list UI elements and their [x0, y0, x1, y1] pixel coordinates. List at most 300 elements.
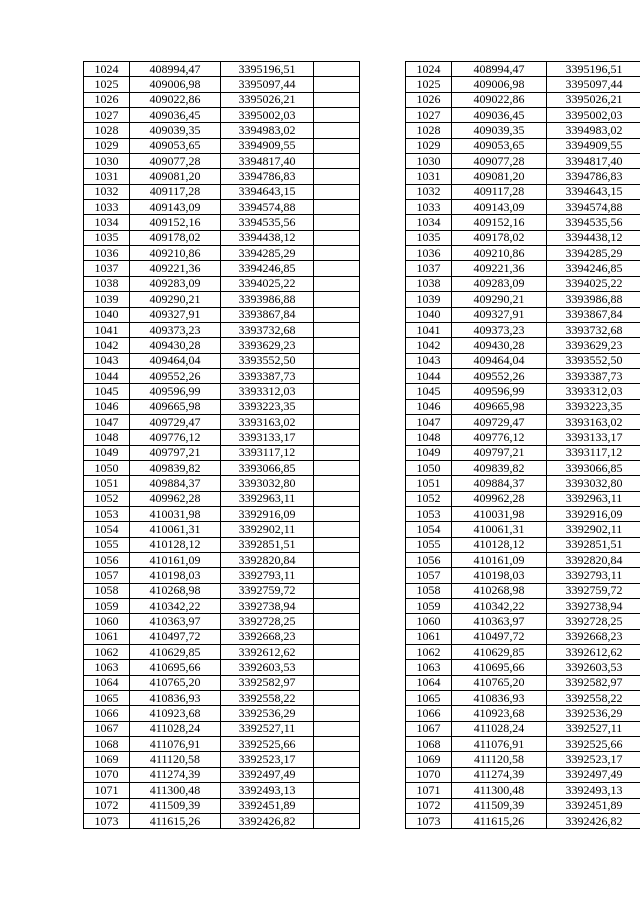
- gap-cell: [360, 246, 406, 261]
- empty-cell: [314, 737, 360, 752]
- left-point-number-cell: 1037: [84, 261, 130, 276]
- empty-cell: [314, 184, 360, 199]
- left-point-number-cell: 1066: [84, 706, 130, 721]
- right-point-number-cell: 1062: [406, 645, 452, 660]
- left-point-number-cell: 1043: [84, 353, 130, 368]
- empty-cell: [314, 399, 360, 414]
- empty-cell: [314, 77, 360, 92]
- empty-cell: [314, 599, 360, 614]
- right-x-coordinate-cell: 410342,22: [452, 599, 547, 614]
- left-x-coordinate-cell: 411274,39: [130, 767, 221, 782]
- right-point-number-cell: 1029: [406, 138, 452, 153]
- left-point-number-cell: 1069: [84, 752, 130, 767]
- right-x-coordinate-cell: 409884,37: [452, 476, 547, 491]
- right-x-coordinate-cell: 409178,02: [452, 230, 547, 245]
- empty-cell: [314, 154, 360, 169]
- left-point-number-cell: 1025: [84, 77, 130, 92]
- right-y-coordinate-cell: 3393552,50: [547, 353, 640, 368]
- right-y-coordinate-cell: 3392902,11: [547, 522, 640, 537]
- gap-cell: [360, 353, 406, 368]
- left-point-number-cell: 1062: [84, 645, 130, 660]
- left-y-coordinate-cell: 3392759,72: [221, 583, 314, 598]
- empty-cell: [314, 445, 360, 460]
- coordinates-table-body: [84, 62, 640, 829]
- right-point-number-cell: 1067: [406, 721, 452, 736]
- right-x-coordinate-cell: 409797,21: [452, 445, 547, 460]
- left-y-coordinate-cell: 3393133,17: [221, 430, 314, 445]
- left-point-number-cell: 1030: [84, 154, 130, 169]
- left-point-number-cell: 1068: [84, 737, 130, 752]
- right-point-number-cell: 1073: [406, 813, 452, 828]
- left-x-coordinate-cell: 411300,48: [130, 783, 221, 798]
- right-x-coordinate-cell: 411274,39: [452, 767, 547, 782]
- table-row: [84, 614, 640, 629]
- right-x-coordinate-cell: 411028,24: [452, 721, 547, 736]
- table-row: [84, 813, 640, 828]
- right-x-coordinate-cell: 409077,28: [452, 154, 547, 169]
- left-y-coordinate-cell: 3392851,51: [221, 537, 314, 552]
- right-y-coordinate-cell: 3394246,85: [547, 261, 640, 276]
- table-row: [84, 752, 640, 767]
- right-y-coordinate-cell: 3394438,12: [547, 230, 640, 245]
- left-x-coordinate-cell: 410695,66: [130, 660, 221, 675]
- left-x-coordinate-cell: 410629,85: [130, 645, 221, 660]
- right-point-number-cell: 1057: [406, 568, 452, 583]
- left-x-coordinate-cell: 409143,09: [130, 200, 221, 215]
- empty-cell: [314, 246, 360, 261]
- table-row: [84, 169, 640, 184]
- empty-cell: [314, 230, 360, 245]
- gap-cell: [360, 491, 406, 506]
- right-y-coordinate-cell: 3392497,49: [547, 767, 640, 782]
- left-x-coordinate-cell: 409776,12: [130, 430, 221, 445]
- left-point-number-cell: 1056: [84, 553, 130, 568]
- left-y-coordinate-cell: 3394909,55: [221, 138, 314, 153]
- empty-cell: [314, 721, 360, 736]
- right-y-coordinate-cell: 3392523,17: [547, 752, 640, 767]
- left-x-coordinate-cell: 409596,99: [130, 384, 221, 399]
- right-point-number-cell: 1059: [406, 599, 452, 614]
- right-y-coordinate-cell: 3392759,72: [547, 583, 640, 598]
- table-row: [84, 491, 640, 506]
- left-y-coordinate-cell: 3392426,82: [221, 813, 314, 828]
- left-x-coordinate-cell: 409665,98: [130, 399, 221, 414]
- gap-cell: [360, 553, 406, 568]
- left-point-number-cell: 1064: [84, 675, 130, 690]
- gap-cell: [360, 62, 406, 77]
- right-x-coordinate-cell: 408994,47: [452, 62, 547, 77]
- table-row: [84, 460, 640, 475]
- right-y-coordinate-cell: 3395097,44: [547, 77, 640, 92]
- left-x-coordinate-cell: 409036,45: [130, 108, 221, 123]
- left-point-number-cell: 1058: [84, 583, 130, 598]
- left-y-coordinate-cell: 3392793,11: [221, 568, 314, 583]
- left-x-coordinate-cell: 410342,22: [130, 599, 221, 614]
- table-row: [84, 522, 640, 537]
- right-x-coordinate-cell: 410031,98: [452, 506, 547, 521]
- right-x-coordinate-cell: 411300,48: [452, 783, 547, 798]
- left-point-number-cell: 1031: [84, 169, 130, 184]
- empty-cell: [314, 460, 360, 475]
- right-x-coordinate-cell: 410128,12: [452, 537, 547, 552]
- left-y-coordinate-cell: 3393312,03: [221, 384, 314, 399]
- empty-cell: [314, 629, 360, 644]
- right-y-coordinate-cell: 3392728,25: [547, 614, 640, 629]
- left-point-number-cell: 1034: [84, 215, 130, 230]
- right-point-number-cell: 1066: [406, 706, 452, 721]
- right-x-coordinate-cell: 411615,26: [452, 813, 547, 828]
- right-point-number-cell: 1069: [406, 752, 452, 767]
- right-x-coordinate-cell: 410629,85: [452, 645, 547, 660]
- left-x-coordinate-cell: 410128,12: [130, 537, 221, 552]
- empty-cell: [314, 138, 360, 153]
- gap-cell: [360, 200, 406, 215]
- right-x-coordinate-cell: 409430,28: [452, 338, 547, 353]
- gap-cell: [360, 215, 406, 230]
- empty-cell: [314, 752, 360, 767]
- left-x-coordinate-cell: 409039,35: [130, 123, 221, 138]
- left-y-coordinate-cell: 3393732,68: [221, 322, 314, 337]
- left-y-coordinate-cell: 3393163,02: [221, 414, 314, 429]
- table-row: [84, 215, 640, 230]
- right-y-coordinate-cell: 3394535,56: [547, 215, 640, 230]
- table-row: [84, 62, 640, 77]
- right-point-number-cell: 1037: [406, 261, 452, 276]
- left-point-number-cell: 1072: [84, 798, 130, 813]
- right-y-coordinate-cell: 3393032,80: [547, 476, 640, 491]
- right-y-coordinate-cell: 3392451,89: [547, 798, 640, 813]
- left-point-number-cell: 1035: [84, 230, 130, 245]
- gap-cell: [360, 506, 406, 521]
- table-row: [84, 783, 640, 798]
- gap-cell: [360, 691, 406, 706]
- right-point-number-cell: 1063: [406, 660, 452, 675]
- right-x-coordinate-cell: 411509,39: [452, 798, 547, 813]
- right-y-coordinate-cell: 3392426,82: [547, 813, 640, 828]
- right-x-coordinate-cell: 410161,09: [452, 553, 547, 568]
- right-point-number-cell: 1058: [406, 583, 452, 598]
- right-point-number-cell: 1068: [406, 737, 452, 752]
- left-y-coordinate-cell: 3393223,35: [221, 399, 314, 414]
- right-point-number-cell: 1064: [406, 675, 452, 690]
- right-point-number-cell: 1033: [406, 200, 452, 215]
- table-row: [84, 184, 640, 199]
- left-point-number-cell: 1053: [84, 506, 130, 521]
- table-row: [84, 292, 640, 307]
- right-point-number-cell: 1051: [406, 476, 452, 491]
- right-y-coordinate-cell: 3392916,09: [547, 506, 640, 521]
- left-y-coordinate-cell: 3395097,44: [221, 77, 314, 92]
- right-point-number-cell: 1036: [406, 246, 452, 261]
- right-y-coordinate-cell: 3392612,62: [547, 645, 640, 660]
- left-y-coordinate-cell: 3393552,50: [221, 353, 314, 368]
- left-point-number-cell: 1027: [84, 108, 130, 123]
- left-y-coordinate-cell: 3394438,12: [221, 230, 314, 245]
- gap-cell: [360, 752, 406, 767]
- right-y-coordinate-cell: 3394786,83: [547, 169, 640, 184]
- left-x-coordinate-cell: 410031,98: [130, 506, 221, 521]
- gap-cell: [360, 77, 406, 92]
- left-x-coordinate-cell: 410061,31: [130, 522, 221, 537]
- right-x-coordinate-cell: 409729,47: [452, 414, 547, 429]
- left-y-coordinate-cell: 3392820,84: [221, 553, 314, 568]
- left-y-coordinate-cell: 3394285,29: [221, 246, 314, 261]
- gap-cell: [360, 261, 406, 276]
- left-y-coordinate-cell: 3394574,88: [221, 200, 314, 215]
- left-x-coordinate-cell: 409290,21: [130, 292, 221, 307]
- left-y-coordinate-cell: 3392612,62: [221, 645, 314, 660]
- table-row: [84, 138, 640, 153]
- left-x-coordinate-cell: 411076,91: [130, 737, 221, 752]
- left-point-number-cell: 1049: [84, 445, 130, 460]
- left-y-coordinate-cell: 3392451,89: [221, 798, 314, 813]
- left-x-coordinate-cell: 409053,65: [130, 138, 221, 153]
- left-point-number-cell: 1045: [84, 384, 130, 399]
- empty-cell: [314, 614, 360, 629]
- table-row: [84, 276, 640, 291]
- gap-cell: [360, 614, 406, 629]
- right-x-coordinate-cell: 410061,31: [452, 522, 547, 537]
- gap-cell: [360, 599, 406, 614]
- right-x-coordinate-cell: 410836,93: [452, 691, 547, 706]
- gap-cell: [360, 645, 406, 660]
- left-x-coordinate-cell: 410836,93: [130, 691, 221, 706]
- left-x-coordinate-cell: 410765,20: [130, 675, 221, 690]
- left-point-number-cell: 1028: [84, 123, 130, 138]
- right-y-coordinate-cell: 3393133,17: [547, 430, 640, 445]
- right-y-coordinate-cell: 3395026,21: [547, 92, 640, 107]
- left-point-number-cell: 1042: [84, 338, 130, 353]
- right-x-coordinate-cell: 409143,09: [452, 200, 547, 215]
- left-x-coordinate-cell: 411615,26: [130, 813, 221, 828]
- right-x-coordinate-cell: 409290,21: [452, 292, 547, 307]
- empty-cell: [314, 660, 360, 675]
- left-point-number-cell: 1061: [84, 629, 130, 644]
- left-point-number-cell: 1059: [84, 599, 130, 614]
- left-y-coordinate-cell: 3394535,56: [221, 215, 314, 230]
- right-x-coordinate-cell: 409152,16: [452, 215, 547, 230]
- gap-cell: [360, 537, 406, 552]
- left-point-number-cell: 1070: [84, 767, 130, 782]
- table-row: [84, 399, 640, 414]
- empty-cell: [314, 292, 360, 307]
- empty-cell: [314, 813, 360, 828]
- left-point-number-cell: 1073: [84, 813, 130, 828]
- left-x-coordinate-cell: 409729,47: [130, 414, 221, 429]
- left-x-coordinate-cell: 409373,23: [130, 322, 221, 337]
- left-y-coordinate-cell: 3394643,15: [221, 184, 314, 199]
- left-point-number-cell: 1051: [84, 476, 130, 491]
- left-y-coordinate-cell: 3392558,22: [221, 691, 314, 706]
- right-point-number-cell: 1039: [406, 292, 452, 307]
- gap-cell: [360, 368, 406, 383]
- left-y-coordinate-cell: 3392728,25: [221, 614, 314, 629]
- right-point-number-cell: 1045: [406, 384, 452, 399]
- left-x-coordinate-cell: 410198,03: [130, 568, 221, 583]
- right-point-number-cell: 1028: [406, 123, 452, 138]
- left-point-number-cell: 1054: [84, 522, 130, 537]
- right-x-coordinate-cell: 409327,91: [452, 307, 547, 322]
- gap-cell: [360, 384, 406, 399]
- left-point-number-cell: 1065: [84, 691, 130, 706]
- right-y-coordinate-cell: 3392525,66: [547, 737, 640, 752]
- right-y-coordinate-cell: 3394643,15: [547, 184, 640, 199]
- empty-cell: [314, 553, 360, 568]
- table-row: [84, 353, 640, 368]
- right-point-number-cell: 1065: [406, 691, 452, 706]
- right-y-coordinate-cell: 3393986,88: [547, 292, 640, 307]
- gap-cell: [360, 138, 406, 153]
- gap-cell: [360, 184, 406, 199]
- empty-cell: [314, 62, 360, 77]
- right-y-coordinate-cell: 3394574,88: [547, 200, 640, 215]
- left-point-number-cell: 1029: [84, 138, 130, 153]
- right-x-coordinate-cell: 409022,86: [452, 92, 547, 107]
- left-x-coordinate-cell: 411028,24: [130, 721, 221, 736]
- right-y-coordinate-cell: 3392668,23: [547, 629, 640, 644]
- right-y-coordinate-cell: 3392527,11: [547, 721, 640, 736]
- gap-cell: [360, 583, 406, 598]
- right-point-number-cell: 1070: [406, 767, 452, 782]
- left-y-coordinate-cell: 3392497,49: [221, 767, 314, 782]
- right-y-coordinate-cell: 3392536,29: [547, 706, 640, 721]
- right-point-number-cell: 1047: [406, 414, 452, 429]
- left-x-coordinate-cell: 410497,72: [130, 629, 221, 644]
- table-row: [84, 77, 640, 92]
- right-y-coordinate-cell: 3393223,35: [547, 399, 640, 414]
- right-x-coordinate-cell: 409552,26: [452, 368, 547, 383]
- table-row: [84, 414, 640, 429]
- right-point-number-cell: 1044: [406, 368, 452, 383]
- empty-cell: [314, 645, 360, 660]
- left-point-number-cell: 1036: [84, 246, 130, 261]
- empty-cell: [314, 522, 360, 537]
- empty-cell: [314, 368, 360, 383]
- left-point-number-cell: 1060: [84, 614, 130, 629]
- gap-cell: [360, 675, 406, 690]
- gap-cell: [360, 154, 406, 169]
- table-row: [84, 92, 640, 107]
- table-row: [84, 506, 640, 521]
- gap-cell: [360, 721, 406, 736]
- right-x-coordinate-cell: 410765,20: [452, 675, 547, 690]
- table-row: [84, 445, 640, 460]
- table-row: [84, 537, 640, 552]
- left-point-number-cell: 1067: [84, 721, 130, 736]
- right-x-coordinate-cell: 409776,12: [452, 430, 547, 445]
- right-y-coordinate-cell: 3392582,97: [547, 675, 640, 690]
- table-row: [84, 230, 640, 245]
- right-point-number-cell: 1043: [406, 353, 452, 368]
- right-y-coordinate-cell: 3392493,13: [547, 783, 640, 798]
- right-x-coordinate-cell: 409039,35: [452, 123, 547, 138]
- left-x-coordinate-cell: 409178,02: [130, 230, 221, 245]
- right-x-coordinate-cell: 411076,91: [452, 737, 547, 752]
- right-x-coordinate-cell: 409081,20: [452, 169, 547, 184]
- right-point-number-cell: 1072: [406, 798, 452, 813]
- left-x-coordinate-cell: 410268,98: [130, 583, 221, 598]
- left-y-coordinate-cell: 3393387,73: [221, 368, 314, 383]
- right-y-coordinate-cell: 3392603,53: [547, 660, 640, 675]
- right-point-number-cell: 1038: [406, 276, 452, 291]
- empty-cell: [314, 568, 360, 583]
- right-y-coordinate-cell: 3393117,12: [547, 445, 640, 460]
- left-x-coordinate-cell: 409152,16: [130, 215, 221, 230]
- gap-cell: [360, 430, 406, 445]
- right-point-number-cell: 1041: [406, 322, 452, 337]
- right-y-coordinate-cell: 3393629,23: [547, 338, 640, 353]
- left-y-coordinate-cell: 3392668,23: [221, 629, 314, 644]
- right-point-number-cell: 1055: [406, 537, 452, 552]
- empty-cell: [314, 322, 360, 337]
- left-point-number-cell: 1044: [84, 368, 130, 383]
- right-point-number-cell: 1026: [406, 92, 452, 107]
- right-point-number-cell: 1050: [406, 460, 452, 475]
- right-x-coordinate-cell: 409283,09: [452, 276, 547, 291]
- right-y-coordinate-cell: 3395002,03: [547, 108, 640, 123]
- left-x-coordinate-cell: 409081,20: [130, 169, 221, 184]
- left-point-number-cell: 1047: [84, 414, 130, 429]
- right-y-coordinate-cell: 3393066,85: [547, 460, 640, 475]
- right-y-coordinate-cell: 3394285,29: [547, 246, 640, 261]
- left-y-coordinate-cell: 3392527,11: [221, 721, 314, 736]
- left-y-coordinate-cell: 3393629,23: [221, 338, 314, 353]
- right-x-coordinate-cell: 409036,45: [452, 108, 547, 123]
- left-y-coordinate-cell: 3394817,40: [221, 154, 314, 169]
- left-point-number-cell: 1050: [84, 460, 130, 475]
- table-row: [84, 691, 640, 706]
- left-point-number-cell: 1041: [84, 322, 130, 337]
- gap-cell: [360, 414, 406, 429]
- right-y-coordinate-cell: 3393867,84: [547, 307, 640, 322]
- right-point-number-cell: 1025: [406, 77, 452, 92]
- table-row: [84, 338, 640, 353]
- gap-cell: [360, 338, 406, 353]
- right-point-number-cell: 1034: [406, 215, 452, 230]
- right-x-coordinate-cell: 409210,86: [452, 246, 547, 261]
- gap-cell: [360, 660, 406, 675]
- right-x-coordinate-cell: 410363,97: [452, 614, 547, 629]
- right-y-coordinate-cell: 3392738,94: [547, 599, 640, 614]
- left-x-coordinate-cell: 410923,68: [130, 706, 221, 721]
- left-x-coordinate-cell: 409464,04: [130, 353, 221, 368]
- right-point-number-cell: 1042: [406, 338, 452, 353]
- left-y-coordinate-cell: 3395026,21: [221, 92, 314, 107]
- right-y-coordinate-cell: 3393163,02: [547, 414, 640, 429]
- right-point-number-cell: 1060: [406, 614, 452, 629]
- right-x-coordinate-cell: 409839,82: [452, 460, 547, 475]
- right-point-number-cell: 1052: [406, 491, 452, 506]
- gap-cell: [360, 629, 406, 644]
- right-point-number-cell: 1030: [406, 154, 452, 169]
- left-y-coordinate-cell: 3392902,11: [221, 522, 314, 537]
- empty-cell: [314, 92, 360, 107]
- left-y-coordinate-cell: 3393117,12: [221, 445, 314, 460]
- left-y-coordinate-cell: 3392582,97: [221, 675, 314, 690]
- gap-cell: [360, 92, 406, 107]
- table-row: [84, 583, 640, 598]
- right-y-coordinate-cell: 3392820,84: [547, 553, 640, 568]
- left-y-coordinate-cell: 3392536,29: [221, 706, 314, 721]
- right-x-coordinate-cell: 409117,28: [452, 184, 547, 199]
- left-y-coordinate-cell: 3395196,51: [221, 62, 314, 77]
- empty-cell: [314, 200, 360, 215]
- gap-cell: [360, 568, 406, 583]
- left-x-coordinate-cell: 411509,39: [130, 798, 221, 813]
- gap-cell: [360, 476, 406, 491]
- right-point-number-cell: 1056: [406, 553, 452, 568]
- left-point-number-cell: 1071: [84, 783, 130, 798]
